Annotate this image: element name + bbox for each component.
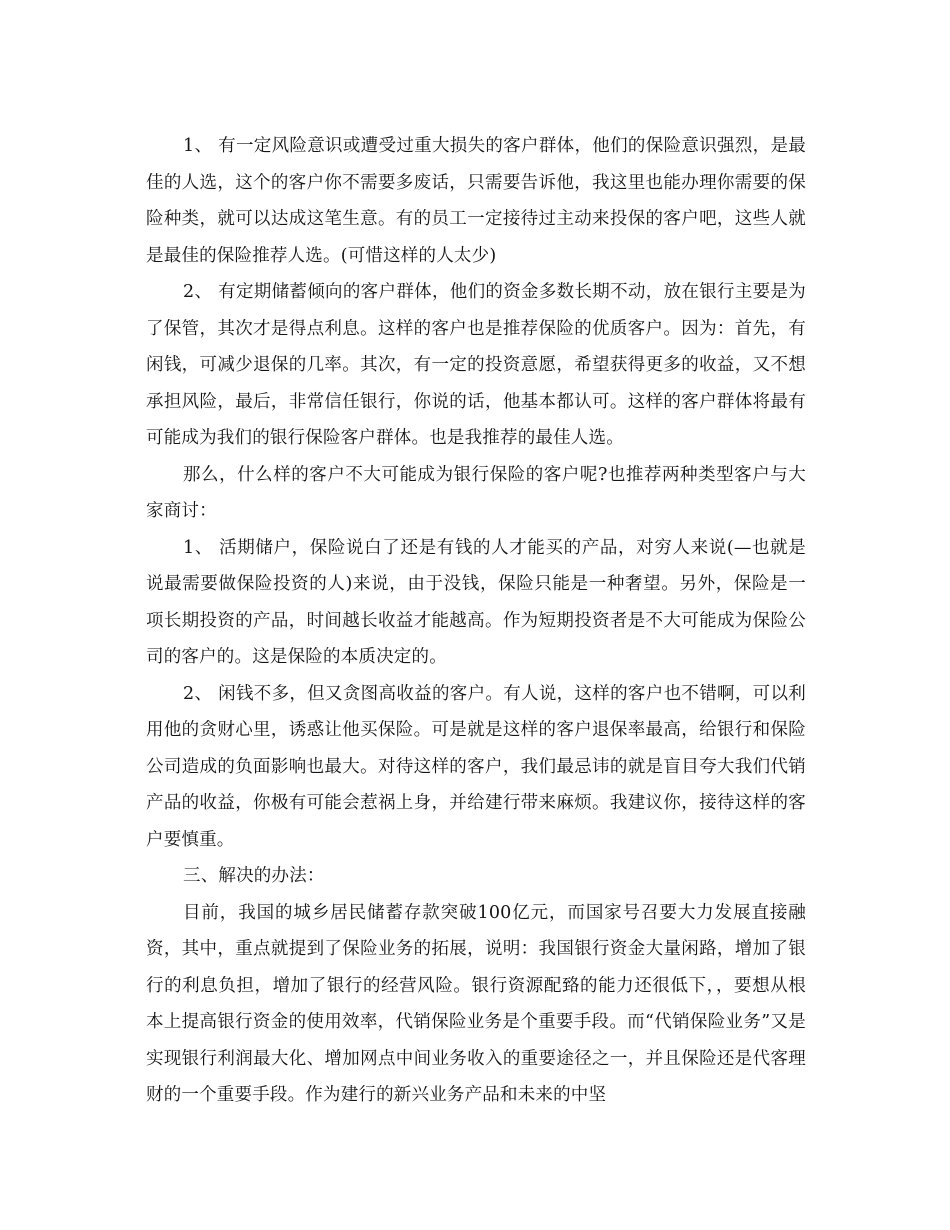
paragraph-6: 目前，我国的城乡居民储蓄存款突破100亿元，而国家号召要大力发展直接融资，其中，重点就提到了保险业务的拓展，说明：我国银行资金大量闲路，增加了银行的利息负担，增加了银行的经营风险。银行资源配臵的能力还很低下，，要想从根本上提高银行资金的使用效率，代销保险业务是个重要手段。而“代销保险业务”又是实现银行利润最大化、增加网点中间业务收入的重要途径之一，并且保险还是代客理财的一个重要手段。作为建行的新兴业务产品和未来的中坚 — [146, 902, 806, 1105]
paragraph-5: 2、 闲钱不多，但又贪图高收益的客户。有人说，这样的客户也不错啊，可以利用他的贪财心里，诱惑让他买保险。可是就是这样的客户退保率最高，给银行和保险公司造成的负面影响也最大。对待这样的客户，我们最忌讳的就是盲目夸大我们代销产品的收益，你极有可能会惹祸上身，并给建行带来麻烦。我建议你，接待这样的客户要慎重。 — [146, 683, 806, 850]
paragraph-3: 那么，什么样的客户不大可能成为银行保险的客户呢?也推荐两种类型客户与大家商讨： — [146, 464, 806, 521]
document-body — [146, 128, 806, 1114]
paragraph-4: 1、 活期储户，保险说白了还是有钱的人才能买的产品，对穷人来说(—也就是说最需要做保险投资的人)来说，由于没钱，保险只能是一种奢望。另外，保险是一项长期投资的产品，时间越长收益才能越高。作为短期投资者是不大可能成为保险公司的客户的。这是保险的本质决定的。 — [146, 537, 806, 667]
section-heading: 三、解决的办法： — [183, 866, 325, 886]
paragraph-2: 2、 有定期储蓄倾向的客户群体，他们的资金多数长期不动，放在银行主要是为了保管，其次才是得点利息。这样的客户也是推荐保险的优质客户。因为：首先，有闲钱，可减少退保的几率。其次，有一定的投资意愿，希望获得更多的收益，又不想承担风险，最后，非常信任银行，你说的话，他基本都认可。这样的客户群体将最有可能成为我们的银行保险客户群体。也是我推荐的最佳人选。 — [146, 282, 806, 448]
paragraph-1: 1、 有一定风险意识或遭受过重大损失的客户群体，他们的保险意识强烈，是最佳的人选，这个的客户你不需要多废话，只需要告诉他，我这里也能办理你需要的保险种类，就可以达成这笔生意。有的员工一定接待过主动来投保的客户吧，这些人就是最佳的保险推荐人选。(可惜这样的人太少) — [146, 136, 806, 266]
